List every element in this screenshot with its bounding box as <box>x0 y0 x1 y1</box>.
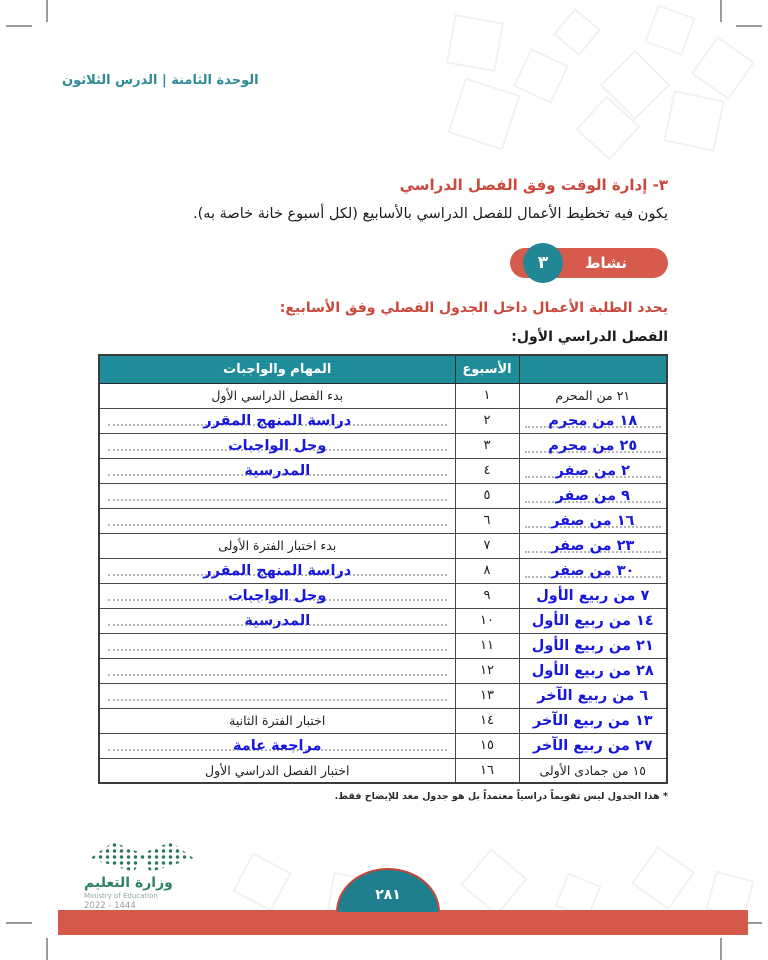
table-row <box>99 758 667 783</box>
week-cell: ١٠ <box>455 608 519 633</box>
task-cell <box>99 633 455 658</box>
table-row <box>99 733 667 758</box>
section-intro: يكون فيه تخطيط الأعمال للفصل الدراسي بالأسابيع (لكل أسبوع خانة خاصة به). <box>192 206 668 222</box>
table-footnote: * هذا الجدول ليس تقويماً دراسياً معتمداً بل هو جدول معد للإيضاح فقط. <box>334 791 668 802</box>
task-cell: المدرسية <box>99 458 455 483</box>
task-cell: دراسة المنهج المقرر <box>99 558 455 583</box>
dotted-line <box>108 674 447 676</box>
crop-mark <box>6 922 32 924</box>
table-row <box>99 583 667 608</box>
week-cell: ٤ <box>455 458 519 483</box>
week-cell: ٩ <box>455 583 519 608</box>
dotted-line <box>108 524 447 526</box>
week-cell: ٧ <box>455 533 519 558</box>
activity-number-circle: ٣ <box>523 243 563 283</box>
date-cell: ٢ من صفر <box>519 458 667 483</box>
date-cell: ١٣ من ربيع الآخر <box>519 708 667 733</box>
ministry-logo-arabic: وزارة التعليم <box>84 875 173 891</box>
table-row <box>99 558 667 583</box>
task-cell: مراجعة عامة <box>99 733 455 758</box>
date-cell: ٣٠ من صفر <box>519 558 667 583</box>
ministry-logo-english: Ministry of Education <box>84 892 158 900</box>
ministry-logo-icon <box>90 842 194 872</box>
table-row <box>99 658 667 683</box>
task-cell: وحل الواجبات <box>99 583 455 608</box>
week-cell: ٢ <box>455 408 519 433</box>
table-row <box>99 483 667 508</box>
table-row <box>99 408 667 433</box>
task-cell: بدء اختبار الفترة الأولى <box>99 533 455 558</box>
section-title: ٣- إدارة الوقت وفق الفصل الدراسي <box>399 176 668 194</box>
week-cell: ١٤ <box>455 708 519 733</box>
dotted-line <box>108 699 447 701</box>
page-number: ٢٨١ <box>375 887 401 903</box>
table-row <box>99 708 667 733</box>
task-cell: اختبار الفترة الثانية <box>99 708 455 733</box>
week-cell: ٥ <box>455 483 519 508</box>
ministry-logo-year: 2022 - 1444 <box>84 901 136 911</box>
table-row <box>99 383 667 408</box>
lesson-header: الوحدة الثامنة | الدرس الثلاثون <box>62 73 259 88</box>
task-cell: اختبار الفصل الدراسي الأول <box>99 758 455 783</box>
date-cell: ٩ من صفر <box>519 483 667 508</box>
activity-instruction: يحدد الطلبة الأعمال داخل الجدول الفصلي وفق الأسابيع: <box>279 300 668 316</box>
weekly-schedule-table <box>98 354 668 784</box>
dotted-line <box>108 499 447 501</box>
week-cell: ٨ <box>455 558 519 583</box>
date-cell: ٢٨ من ربيع الأول <box>519 658 667 683</box>
table-row <box>99 633 667 658</box>
week-cell: ١١ <box>455 633 519 658</box>
table-header-row <box>99 355 667 383</box>
week-cell: ١٣ <box>455 683 519 708</box>
semester-label: الفصل الدراسي الأول: <box>511 329 668 345</box>
week-cell: ١٥ <box>455 733 519 758</box>
week-cell: ١٢ <box>455 658 519 683</box>
table-row <box>99 683 667 708</box>
task-cell <box>99 483 455 508</box>
date-cell: ٢٥ من محرم <box>519 433 667 458</box>
task-cell <box>99 508 455 533</box>
week-cell: ٣ <box>455 433 519 458</box>
table-row <box>99 433 667 458</box>
date-cell: ٢١ من ربيع الأول <box>519 633 667 658</box>
date-cell: ٢١ من المحرم <box>519 383 667 408</box>
date-cell: ١٥ من جمادى الأولى <box>519 758 667 783</box>
ministry-logo <box>84 842 214 911</box>
footer-banner <box>58 910 748 935</box>
table-row <box>99 608 667 633</box>
crop-mark <box>46 938 48 960</box>
activity-badge-label: نشاط <box>584 254 628 272</box>
date-column-header <box>519 355 667 383</box>
table-row <box>99 533 667 558</box>
table-row <box>99 458 667 483</box>
date-cell: ٧ من ربيع الأول <box>519 583 667 608</box>
crop-mark <box>720 938 722 960</box>
date-cell: ١٦ من صفر <box>519 508 667 533</box>
dotted-line <box>108 649 447 651</box>
task-cell: دراسة المنهج المقرر <box>99 408 455 433</box>
task-cell: وحل الواجبات <box>99 433 455 458</box>
decor-square <box>460 848 528 916</box>
week-cell: ١٦ <box>455 758 519 783</box>
table-row <box>99 508 667 533</box>
tasks-column-header: المهام والواجبات <box>99 355 455 383</box>
task-cell <box>99 658 455 683</box>
week-cell: ٦ <box>455 508 519 533</box>
decor-square <box>631 846 695 910</box>
date-cell: ٢٣ من صفر <box>519 533 667 558</box>
decor-square <box>232 852 292 912</box>
date-cell: ٢٧ من ربيع الآخر <box>519 733 667 758</box>
activity-badge <box>510 248 668 278</box>
week-column-header: الأسبوع <box>455 355 519 383</box>
week-cell: ١ <box>455 383 519 408</box>
date-cell: ١٨ من محرم <box>519 408 667 433</box>
task-cell <box>99 683 455 708</box>
task-cell: بدء الفصل الدراسي الأول <box>99 383 455 408</box>
date-cell: ٦ من ربيع الآخر <box>519 683 667 708</box>
schedule-table-rows <box>99 383 667 783</box>
task-cell: المدرسية <box>99 608 455 633</box>
date-cell: ١٤ من ربيع الأول <box>519 608 667 633</box>
